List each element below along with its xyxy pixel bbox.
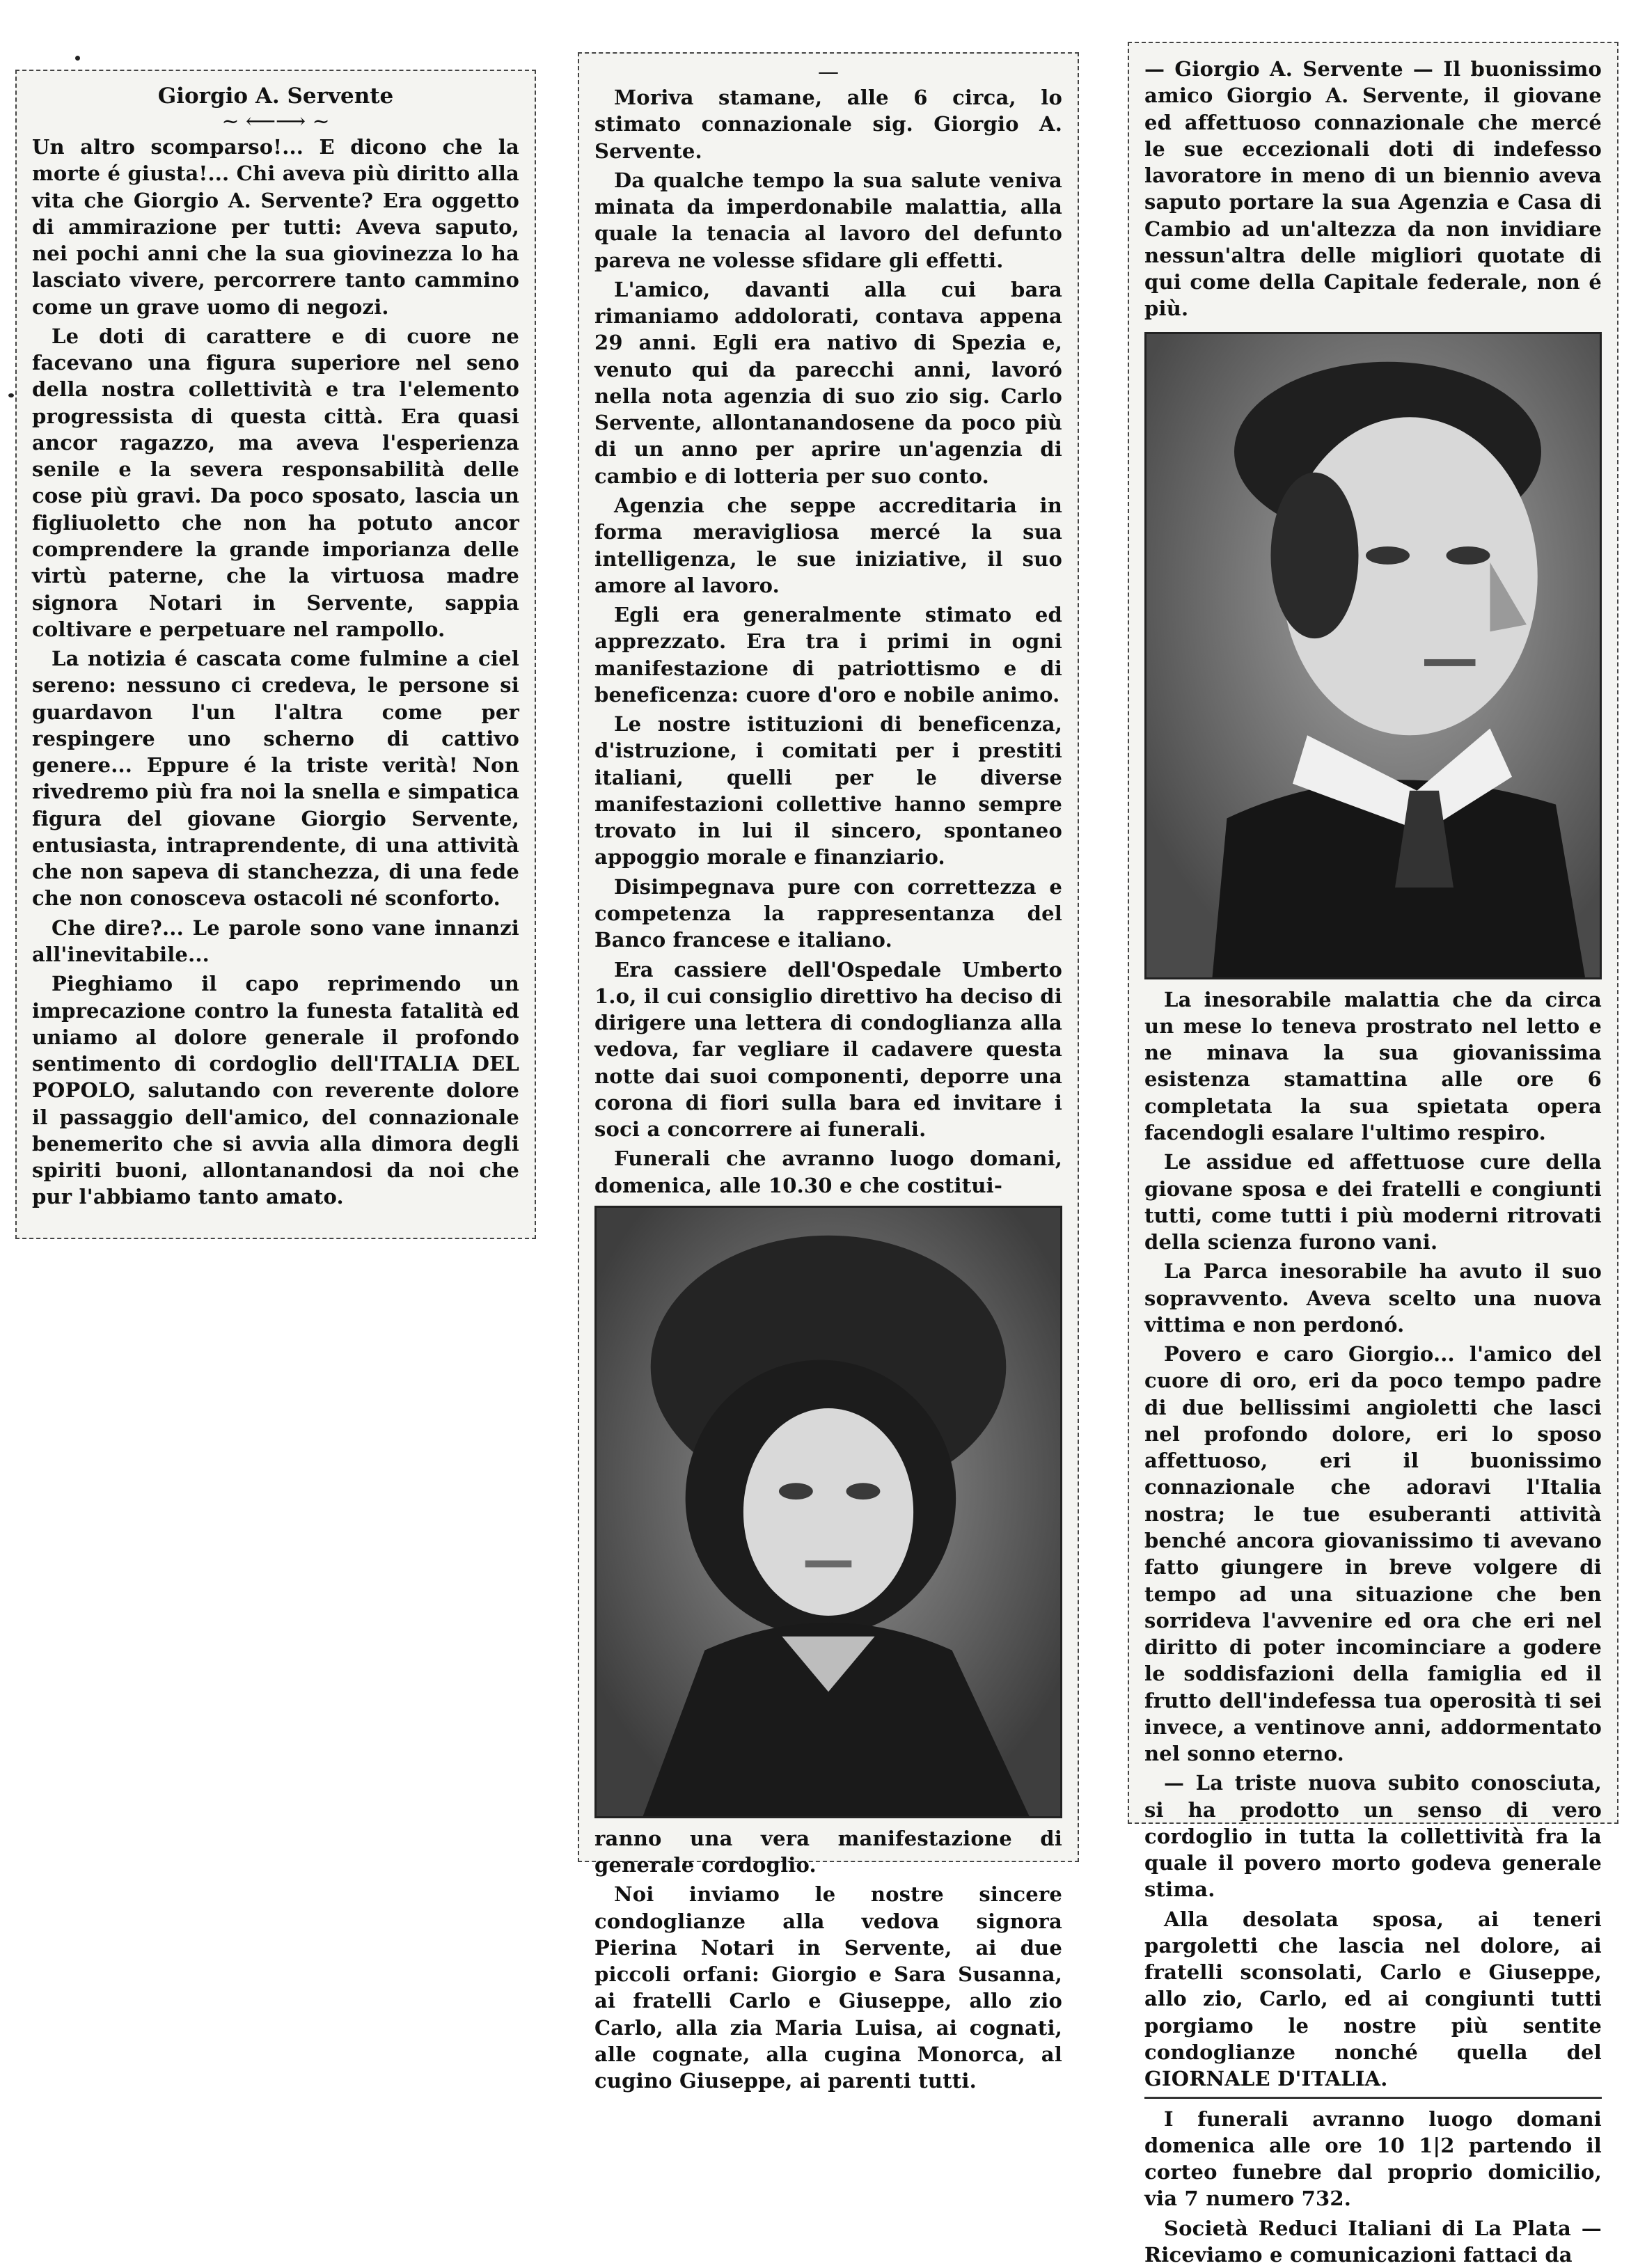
paragraph: La notizia é cascata come fulmine a ciel sereno: nessuno ci credeva, le persone si guardavon l'un l'altra come per respingere uno scherno di cattivo genere... Eppure é la triste verità! Non rivedremo più fra noi la snella e simpatica figura del giovane Giorgio Servente, entusiasta, intraprendente, di una attività che non sapeva di stanchezza, di una fede che non conosceva ostacoli né sconforto. — [32, 647, 519, 911]
clipping-headline: — Giorgio A. Servente — Il buonissimo amico Giorgio A. Servente, il giovane ed affettuoso connazionale che mercé le sue eccezionali doti di indefesso lavoratore in meno di un biennio aveva saputo portare la sua Agenzia e Casa di Cambio ad un'altezza da non invidiare nessun'altra delle migliori quotate di qui come della Capitale federale, non é più. — [1144, 57, 1602, 321]
paragraph: Da qualche tempo la sua salute veniva minata da imperdonabile malattia, alla quale la tenacia al lavoro del defunto pareva ne volesse sfidare gli effetti. — [594, 168, 1062, 272]
paragraph: L'amico, davanti alla cui bara rimaniamo addolorati, contava appena 29 anni. Egli era nativo di Spezia e, venuto qui da parecchi anni, lavoró nella nota agenzia di suo zio sig. Carlo Servente, allontanandosene da poco più di un anno per aprire un'agenzia di cambio e di lotteria per suo conto. — [594, 277, 1062, 488]
portrait-photo-widow — [594, 1206, 1062, 1818]
paragraph: Era cassiere dell'Ospedale Umberto 1.o, il cui consiglio direttivo ha deciso di dirigere una lettera di condoglianza alla vedova, far vegliare il cadavere questa notte dai suoi componenti, deporre una corona di fiori sulla bara ed invitare i soci a concorrere ai funerali. — [594, 957, 1062, 1142]
paragraph: Moriva stamane, alle 6 circa, lo stimato connazionale sig. Giorgio A. Servente. — [594, 86, 1062, 163]
portrait-widow-image — [597, 1208, 1060, 1816]
headline-rule: ~ ⟵⟶ ~ — [221, 109, 330, 134]
paragraph: Le nostre istituzioni di beneficenza, d'istruzione, i comitati per i prestiti italiani, quelli per le diverse manifestazioni collettive hanno sempre trovato in lui il sincero, spontaneo appoggio morale e finanziario. — [594, 712, 1062, 869]
paragraph: Agenzia che seppe accreditaria in forma meravigliosa mercé la sua intelligenza, le sue iniziative, il suo amore al lavoro. — [594, 493, 1062, 597]
paragraph: La Parca inesorabile ha avuto il suo sopravvento. Aveva scelto una nuova vittima e non perdonó. — [1144, 1259, 1602, 1337]
paragraph: I funerali avranno luogo domani domenica alle ore 10 1|2 partendo il corteo funebre dal proprio domicilio, via 7 numero 732. — [1144, 2106, 1602, 2211]
ink-speck — [75, 56, 80, 61]
clipping-giornale-d-italia — [1128, 42, 1618, 2267]
paragraph: La inesorabile malattia che da circa un mese lo teneva prostrato nel letto e ne minava la sua giovanissima esistenza stamattina alle ore 6 completata la sua spietata opera facendogli esalare l'ultimo respiro. — [1144, 987, 1602, 1144]
paragraph: Disimpegnava pure con correttezza e competenza la rappresentanza del Banco francese e italiano. — [594, 874, 1062, 952]
ink-speck — [8, 393, 14, 397]
paragraph: Società Reduci Italiani di La Plata — Riceviamo e comunicazioni fattaci da — [1144, 2216, 1602, 2267]
paragraph: Alla desolata sposa, ai teneri pargoletti che lascia nel dolore, ai fratelli sconsolati, Carlo e Giuseppe, allo zio, Carlo, ed ai congiunti tutti porgiamo le nostre più sentite condoglianze nonché quella del GIORNALE D'ITALIA. — [1144, 1907, 1602, 2091]
section-divider — [1144, 2097, 1602, 2099]
portrait-giorgio-image — [1147, 334, 1600, 977]
paragraph: ranno una vera manifestazione di generale cordoglio. — [594, 1826, 1062, 1877]
paragraph: — La triste nuova subito conosciuta, si ha prodotto un senso di vero cordoglio in tutta la collettività fra la quale il povero morto godeva generale stima. — [1144, 1771, 1602, 1902]
paragraph: Pieghiamo il capo reprimendo un imprecazione contro la funesta fatalità ed uniamo al dolore generale il profondo sentimento di cordoglio dell'ITALIA DEL POPOLO, salutando con reverente dolore il passaggio dell'amico, del connazionale benemerito che si avvia alla dimora degli spiriti buoni, allontanandosi da noi che pur l'abbiamo tanto amato. — [32, 972, 519, 1209]
paragraph: Egli era generalmente stimato ed apprezzato. Era tra i primi in ogni manifestazione di patriottismo e di beneficenza: cuore d'oro e nobile animo. — [594, 603, 1062, 707]
paragraph: Le doti di carattere e di cuore ne facevano una figura superiore nel seno della nostra collettività e tra l'elemento progressista di questa città. Era quasi ancor ragazzo, ma aveva l'esperienza senile e la severa responsabilità delle cose più gravi. Da poco sposato, lascia un figliuoletto che non ha potuto ancor comprendere la grande imporianza delle virtù paterne, che la virtuosa madre signora Notari in Servente, sappia coltivare e perpetuare nel rampollo. — [32, 324, 519, 641]
clipping-headline: Giorgio A. Servente — [157, 84, 394, 109]
paragraph: Noi inviamo le nostre sincere condoglianze alla vedova signora Pierina Notari in Servente, ai due piccoli orfani: Giorgio e Sara Susanna, ai fratelli Carlo e Giuseppe, allo zio Carlo, alla zia Maria Luisa, ai cognati, alle cognate, alla cugina Monorca, al cugino Giuseppe, ai parenti tutti. — [594, 1882, 1062, 2093]
clipping-italia-del-popolo — [15, 70, 536, 1239]
paragraph: Che dire?... Le parole sono vane innanzi all'inevitabile... — [32, 915, 519, 966]
paragraph: Le assidue ed affettuose cure della giovane sposa e dei fratelli e congiunti tutti, come tutti i più moderni ritrovati della scienza furono vani. — [1144, 1150, 1602, 1254]
clipping-middle — [578, 52, 1079, 2093]
paragraph: Funerali che avranno luogo domani, domenica, alle 10.30 e che costitui- — [594, 1147, 1062, 1197]
paragraph: Povero e caro Giorgio... l'amico del cuore di oro, eri da poco tempo padre di due bellissimi angioletti che lasci nel profondo dolore, eri lo sposo affettuoso, eri il buonissimo connazionale che adoravi l'Italia nostra; le tue esuberanti attività benché ancora giovanissimo ti avevano fatto giungere in breve volgere di tempo ad una situazione che ben sorrideva l'avvenire ed ora che eri nel diritto di poter incominciare a godere le soddisfazioni della famiglia ed il frutto dell'indefessa tua operosità ti sei invece, a ventinove anni, addormentato nel sonno eterno. — [1144, 1342, 1602, 1766]
paragraph: Un altro scomparso!... E dicono che la morte é giusta!... Chi aveva più diritto alla vita che Giorgio A. Servente? Era oggetto di ammirazione per tutti: Aveva saputo, nei pochi anni che la sua giovinezza lo ha lasciato vivere, percorrere tanto cammino come un grave uomo di negozi. — [32, 135, 519, 319]
top-rule: — — [818, 60, 839, 84]
portrait-photo-giorgio-servente — [1144, 332, 1602, 979]
